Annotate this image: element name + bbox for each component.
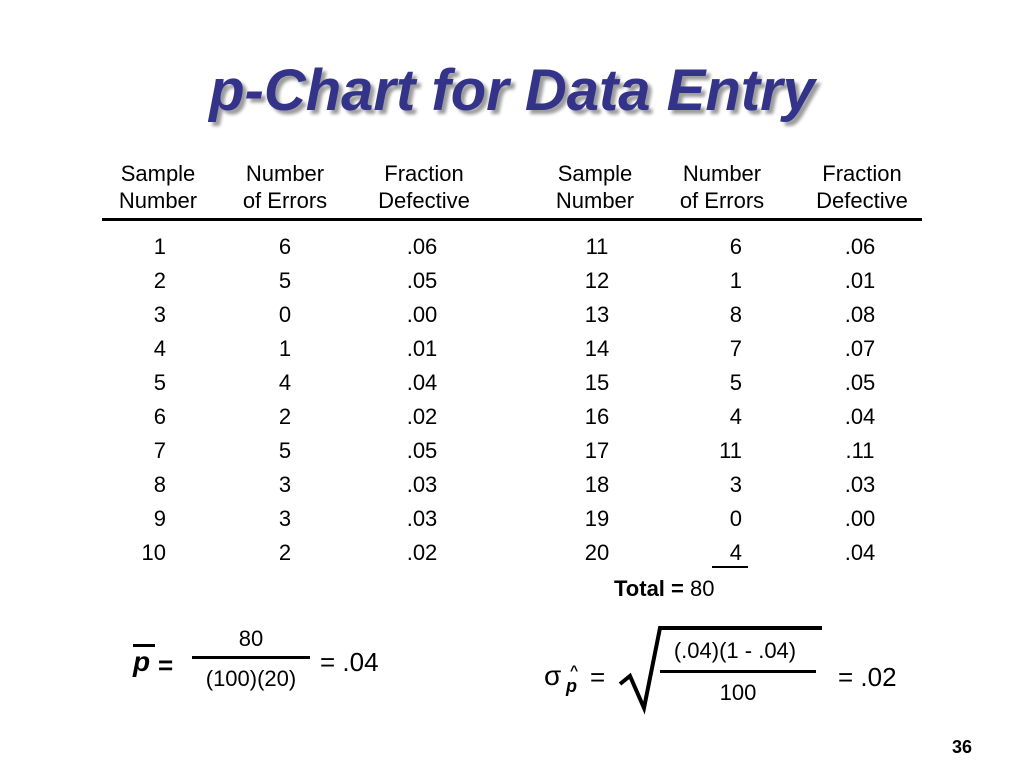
left-sample-column [110, 230, 166, 570]
table-cell: 4 [729, 404, 742, 429]
left-errors-column [260, 230, 310, 570]
left-fraction-column [392, 230, 452, 570]
table-cell: .03 [406, 506, 438, 531]
table-cell: 2 [278, 404, 292, 429]
header-sample-number-left: Sample Number [118, 161, 198, 213]
table-cell: 0 [729, 506, 742, 531]
table-cell: 11 [585, 234, 609, 259]
table-cell: 8 [729, 302, 742, 327]
page-number: 36 [951, 737, 972, 757]
right-errors-column [700, 230, 742, 570]
table-cell: .02 [406, 540, 438, 565]
sigma-hat: ^ [570, 662, 579, 678]
total-errors [614, 576, 715, 602]
table-cell: 5 [729, 370, 742, 395]
pbar-denominator: (100)(20) [205, 666, 297, 691]
sigma-numerator: (.04)(1 - .04) [673, 638, 797, 663]
table-cell: 6 [153, 404, 166, 429]
table-cell: .06 [844, 234, 876, 259]
table-cell: 12 [584, 268, 610, 293]
table-cell: .05 [844, 370, 876, 395]
table-cell: 2 [153, 268, 166, 293]
table-cell: 20 [584, 540, 610, 565]
sigma-subscript: p [566, 676, 577, 696]
table-cell: .04 [844, 540, 876, 565]
table-cell: 1 [729, 268, 742, 293]
table-cell: 4 [278, 370, 292, 395]
header-fraction-defective-left: Fraction Defective [378, 161, 470, 213]
table-cell: .00 [406, 302, 438, 327]
table-cell: 16 [584, 404, 610, 429]
table-cell: 17 [584, 438, 610, 463]
header-divider [102, 218, 922, 221]
total-label: Total = [614, 576, 684, 601]
table-cell: 3 [729, 472, 742, 497]
table-cell: 6 [729, 234, 742, 259]
total-underline [712, 566, 748, 568]
table-cell: 5 [278, 438, 292, 463]
table-cell: .00 [844, 506, 876, 531]
table-cell: .01 [844, 268, 876, 293]
pbar-fraction-bar [192, 656, 310, 659]
table-cell: 9 [153, 506, 166, 531]
table-cell: .06 [406, 234, 438, 259]
right-fraction-column [830, 230, 890, 570]
table-cell: 3 [278, 506, 292, 531]
pbar-equals: = [158, 650, 174, 680]
table-cell: 3 [153, 302, 166, 327]
table-cell: .02 [406, 404, 438, 429]
table-cell: 19 [584, 506, 610, 531]
total-value: 80 [690, 576, 715, 601]
table-cell: .05 [406, 438, 438, 463]
table-cell: 7 [729, 336, 742, 361]
header-fraction-defective-right: Fraction Defective [816, 161, 908, 213]
pbar-result: = .04 [320, 647, 379, 677]
table-cell: 10 [141, 540, 166, 565]
table-cell: 15 [584, 370, 610, 395]
table-cell: 18 [584, 472, 610, 497]
sigma-result: = .02 [838, 662, 897, 692]
table-cell: 13 [584, 302, 610, 327]
table-cell: .04 [844, 404, 876, 429]
table-cell: .01 [406, 336, 438, 361]
table-cell: 7 [153, 438, 166, 463]
right-sample-column [572, 230, 622, 570]
table-cell: 2 [278, 540, 292, 565]
pbar-numerator: 80 [238, 626, 264, 651]
sigma-symbol: σ [544, 660, 562, 691]
table-cell: 0 [278, 302, 292, 327]
table-cell: 8 [153, 472, 166, 497]
table-cell: .05 [406, 268, 438, 293]
table-cell: 14 [584, 336, 610, 361]
table-cell: .08 [844, 302, 876, 327]
table-cell: 4 [153, 336, 166, 361]
sigma-fraction-bar [660, 670, 816, 673]
header-number-of-errors-right: Number of Errors [679, 161, 765, 213]
table-cell: 11 [719, 438, 742, 463]
table-cell: 1 [278, 336, 292, 361]
table-cell: 4 [729, 540, 742, 565]
sigma-equals: = [590, 662, 606, 692]
slide-title: p-Chart for Data Entry [209, 58, 815, 123]
table-cell: 3 [278, 472, 292, 497]
table-cell: 5 [278, 268, 292, 293]
table-cell: .11 [845, 438, 875, 463]
header-number-of-errors-left: Number of Errors [242, 161, 328, 213]
table-cell: 5 [153, 370, 166, 395]
sigma-denominator: 100 [719, 680, 757, 705]
table-cell: 6 [278, 234, 292, 259]
table-cell: .07 [844, 336, 876, 361]
table-cell: .04 [406, 370, 438, 395]
table-cell: .03 [406, 472, 438, 497]
pbar-symbol: p [133, 646, 151, 677]
table-cell: 1 [153, 234, 166, 259]
header-sample-number-right: Sample Number [555, 161, 635, 213]
table-cell: .03 [844, 472, 876, 497]
